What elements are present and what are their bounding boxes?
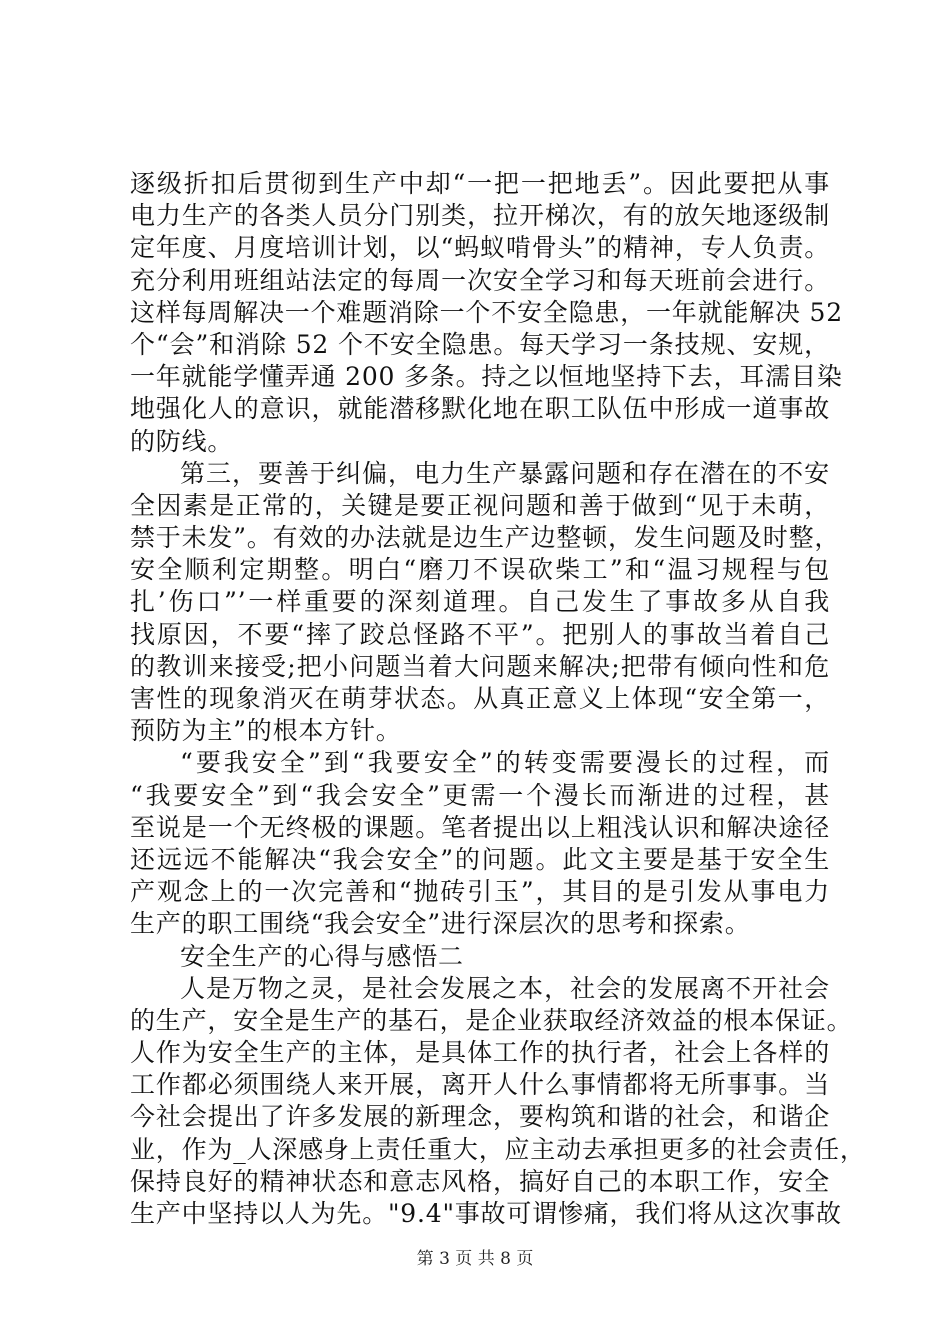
text-line: 找原因，不要“摔了跤总怪路不平”。把别人的事故当着自己 xyxy=(130,619,830,649)
text-line: 全因素是正常的，关键是要正视问题和善于做到“见于未萌， xyxy=(130,490,830,520)
text-line: 个“会”和消除 52 个不安全隐患。每天学习一条技规、安规， xyxy=(130,329,830,359)
text-line: 逐级折扣后贯彻到生产中却“一把一把地丢”。因此要把从事 xyxy=(130,169,830,198)
text-line: 的防线。 xyxy=(130,426,234,456)
text-line: “我要安全”到“我会安全”更需一个漫长而渐进的过程，甚 xyxy=(130,780,830,810)
text-line: 业，作为_人深感身上责任重大，应主动去承担更多的社会责任， xyxy=(130,1134,866,1164)
paragraph-start-line: 人是万物之灵，是社会发展之本，社会的发展离不开社会 xyxy=(180,973,830,1003)
text-line: 还远远不能解决“我会安全”的问题。此文主要是基于安全生 xyxy=(130,844,830,874)
text-line: 扎’伤口”’一样重要的深刻道理。自己发生了事故多从自我 xyxy=(130,587,830,617)
text-line: 至说是一个无终极的课题。笔者提出以上粗浅认识和解决途径 xyxy=(130,812,830,842)
section-heading: 安全生产的心得与感悟二 xyxy=(180,941,464,971)
text-line: 害性的现象消灭在萌芽状态。从真正意义上体现“安全第一， xyxy=(130,684,830,713)
text-line: 安全顺利定期整。明白“磨刀不误砍柴工”和“温习规程与包 xyxy=(130,555,830,585)
text-line: 今社会提出了许多发展的新理念，要构筑和谐的社会，和谐企 xyxy=(130,1102,830,1132)
paragraph-start-line: 第三，要善于纠偏，电力生产暴露问题和存在潜在的不安 xyxy=(180,458,830,488)
text-line: 的生产，安全是生产的基石，是企业获取经济效益的根本保证。 xyxy=(130,1005,853,1035)
text-line: 的教训来接受;把小问题当着大问题来解决;把带有倾向性和危 xyxy=(130,651,830,681)
text-line: 工作都必须围绕人来开展，离开人什么事情都将无所事事。当 xyxy=(130,1070,830,1100)
text-line: 禁于未发”。有效的办法就是边生产边整顿，发生问题及时整， xyxy=(130,523,841,553)
text-line: 充分利用班组站法定的每周一次安全学习和每天班前会进行。 xyxy=(130,265,830,295)
text-line: 这样每周解决一个难题消除一个不安全隐患，一年就能解决 52 xyxy=(130,297,843,327)
text-line: 产观念上的一次完善和“抛砖引玉”，其目的是引发从事电力 xyxy=(130,877,830,907)
text-line: 地强化人的意识，就能潜移默化地在职工队伍中形成一道事故 xyxy=(130,394,830,424)
text-line: 生产的职工围绕“我会安全”进行深层次的思考和探索。 xyxy=(130,909,751,939)
text-line: 电力生产的各类人员分门别类，拉开梯次，有的放矢地逐级制 xyxy=(130,201,830,231)
text-line: 保持良好的精神状态和意志风格，搞好自己的本职工作，安全 xyxy=(130,1166,830,1196)
page-number-footer: 第 3 页 共 8 页 xyxy=(416,1249,534,1269)
document-body xyxy=(130,168,866,1230)
text-line: 预防为主”的根本方针。 xyxy=(130,716,402,746)
paragraph-start-line: “要我安全”到“我要安全”的转变需要漫长的过程，而 xyxy=(180,748,830,778)
text-line: 人作为安全生产的主体，是具体工作的执行者，社会上各样的 xyxy=(130,1038,830,1068)
text-line: 一年就能学懂弄通 200 多条。持之以恒地坚持下去，耳濡目染 xyxy=(130,362,843,392)
text-line: 定年度、月度培训计划，以“蚂蚁啃骨头”的精神，专人负责。 xyxy=(130,233,830,263)
text-line: 生产中坚持以人为先。"9.4"事故可谓惨痛，我们将从这次事故 xyxy=(130,1199,842,1228)
